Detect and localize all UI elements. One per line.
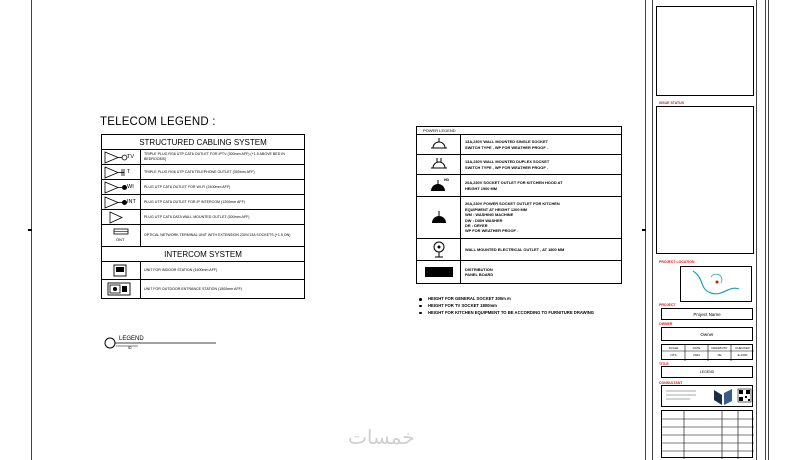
symbol-label: WI	[127, 184, 134, 190]
table-row	[417, 197, 621, 239]
electrical-outlet-icon	[429, 240, 449, 260]
outdoor-station-icon	[102, 280, 141, 298]
row-description: UNIT FOR INDOOR STATION (1500mm AFF)	[144, 268, 218, 273]
power-desc-line: WALL MOUNTED ELECTRICAL OUTLET , AT 1800 MM	[465, 246, 565, 252]
project-location-label: PROJECT LOCATION	[659, 260, 695, 264]
project-label: PROJECT	[659, 303, 676, 307]
info-header: DATE	[692, 346, 701, 350]
info-header: DRAWN BY	[711, 346, 728, 350]
power-desc-line: DISTRIBUTION	[465, 266, 493, 272]
owner-box	[661, 327, 753, 341]
consultant-box	[661, 385, 753, 407]
titleblock-line	[756, 0, 757, 460]
info-header: SCALE	[668, 346, 679, 350]
title-value: LEGEND	[699, 370, 715, 374]
power-desc-line: HEIGHT 1900 MM	[465, 185, 497, 191]
info-value: E-1000	[737, 353, 748, 357]
telecom-legend-table	[101, 134, 305, 299]
table-row	[417, 261, 621, 283]
info-value: SE	[717, 353, 722, 357]
duplex-socket-icon	[429, 156, 449, 174]
table-row	[102, 195, 304, 210]
table-row	[102, 150, 304, 165]
project-name-box	[661, 308, 753, 320]
tv-outlet-icon	[102, 150, 141, 165]
table-row	[417, 175, 621, 197]
row-description: PLUG UTP CAT6 OUTLET FOR IP INTERCOM (1200mm AFF)	[144, 199, 245, 204]
row-description: PLUG UTP CAT6 DATA WALL MOUNTED OUTLET (300mm AFF)	[144, 214, 250, 219]
table-row	[102, 280, 304, 298]
power-desc-line: EQUIPMENT AT HEIGHT 1200 MM	[465, 206, 528, 212]
consultant-logo-icon	[662, 386, 754, 408]
revision-box	[656, 106, 754, 254]
row-description: TRIPLE PLUG RG6 UTP CAT6 OUTLET FOR IPTV (300mm AFF) (+1.5 ABOVE BED IN BEDROOMS)	[144, 152, 285, 161]
owner-label: OWNER	[659, 322, 673, 326]
distribution-board-icon	[423, 265, 455, 279]
titleblock-line	[652, 0, 653, 460]
power-desc-line: WM : WASHING MACHINE	[465, 212, 514, 218]
location-map-icon	[681, 267, 753, 303]
row-description: UNIT FOR OUTDOOR ENTRANCE STATION (1500mm AFF)	[144, 286, 243, 291]
table-row	[102, 262, 304, 280]
issue-status-label: ISSUE STATUS	[659, 101, 684, 105]
watermark: خمسات	[348, 425, 415, 449]
intercom-heading: INTERCOM SYSTEM	[102, 247, 304, 262]
symbol-label: ONT	[116, 237, 125, 242]
drawing-info-grid	[661, 344, 753, 360]
single-socket-icon	[429, 136, 449, 154]
table-row	[102, 180, 304, 195]
power-notes	[418, 296, 638, 316]
telecom-legend-title: TELECOM LEGEND :	[100, 116, 216, 128]
titleblock-line	[768, 0, 769, 460]
note-item: HEIGHT FOR KITCHEN EQUIPMENT TO BE ACCORDING TO FURNITURE DRAWING	[418, 310, 638, 317]
table-row	[102, 165, 304, 180]
row-description: TRIPLE PLUG RG6 UTP CAT6 TELEPHONE OUTLET (300mm AFF)	[144, 169, 255, 174]
symbol-label: INT	[127, 199, 136, 205]
titleblock-line	[765, 0, 766, 460]
telephone-outlet-icon	[102, 165, 141, 180]
structured-cabling-heading: STRUCTURED CABLING SYSTEM	[102, 135, 304, 150]
revision-table	[661, 410, 753, 458]
table-row	[102, 210, 304, 225]
power-desc-line: 20A,230V POWER SOCKET OUTLET FOR KITCHEN	[465, 201, 560, 207]
info-value: 2024	[693, 353, 700, 357]
row-description: OPTICAL NETWORK TERMINAL UNIT WITH EXTENSION 230V/13A SOCKETS (+1.5 ON)	[144, 233, 291, 238]
power-desc-line: DW : DISH WASHER	[465, 217, 503, 223]
legend-label: LEGEND	[119, 336, 144, 342]
symbol-label: TV	[127, 154, 135, 160]
indoor-station-icon	[102, 262, 141, 280]
frame-tick	[642, 229, 646, 231]
owner-name: Owner	[700, 332, 714, 337]
consultant-label: CONSULTANT	[659, 381, 683, 385]
table-row	[417, 239, 621, 261]
power-desc-line: SWITCH TYPE , WP FOR WEATHER PROOF .	[465, 144, 548, 150]
legend-sub-label: ID	[128, 346, 132, 350]
data-outlet-icon	[102, 210, 141, 225]
power-legend-heading: POWER LEGEND	[417, 127, 621, 135]
power-legend-table	[416, 126, 622, 284]
title-label: TITLE	[659, 362, 669, 366]
project-location-map	[680, 266, 752, 302]
power-desc-line: WP FOR WEATHER PROOF .	[465, 228, 519, 234]
revision-grid-lines	[662, 411, 754, 459]
power-desc-line: 13A,230V WALL MOUNTED DUPLEX SOCKET	[465, 159, 550, 165]
symbol-label: T	[127, 169, 131, 175]
project-name: Project Name	[693, 312, 721, 317]
power-desc-line: PANEL BOARD	[465, 272, 494, 277]
kitchen-equipment-socket-icon	[429, 207, 449, 229]
power-desc-line: DR : DRYER	[465, 222, 488, 228]
info-value: NTS	[670, 353, 677, 357]
frame-tick	[28, 229, 32, 231]
table-row	[102, 225, 304, 247]
power-desc-line: SWITCH TYPE , WP FOR WEATHER PROOF .	[465, 164, 548, 170]
ont-unit-icon	[102, 225, 141, 247]
wifi-outlet-icon	[102, 180, 141, 195]
power-desc-line: 20A,230V SOCKET OUTLET FOR KITCHEN HOOD AT	[465, 180, 563, 186]
hood-tag: HD	[444, 178, 450, 182]
info-header: CHECKED	[735, 346, 750, 350]
row-description: PLUG UTP CAT6 OUTLET FOR WI-FI (2400mm AFF)	[144, 184, 231, 189]
table-row	[417, 135, 621, 155]
note-item: HEIGHT FOR TV SOCKET 1800mm	[418, 303, 638, 310]
note-item: HEIGHT FOR GENERAL SOCKET 300m m	[418, 296, 638, 303]
title-box	[661, 366, 753, 378]
table-row	[417, 155, 621, 175]
power-desc-line: 13A,230V WALL MOUNTED SINGLE SOCKET	[465, 139, 548, 145]
issue-status-box	[656, 6, 754, 96]
